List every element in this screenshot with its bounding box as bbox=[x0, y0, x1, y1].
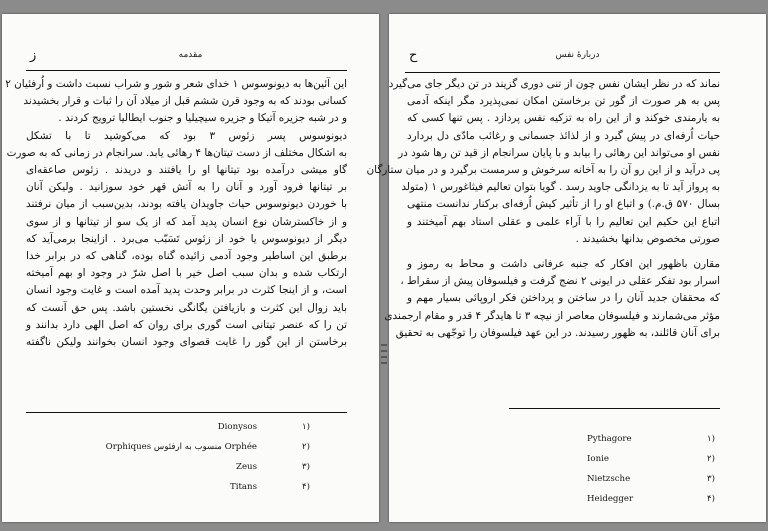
footnote-number: ۴) bbox=[707, 494, 715, 504]
footnote-text: Orphiques منسوب به ارفئوس Orphée bbox=[105, 442, 257, 452]
text-line: برای آنان قائلند، به ظهور رسیدند. در این عهد فیلسوفان را توجّهی به تحقیق bbox=[395, 326, 720, 339]
text-line: مؤثر می‌شمارند و فیلسوفان معاصر از نیچه ۳ تا هایدگر ۴ قدر و مقام ارجمندی bbox=[384, 309, 720, 322]
footnote-text: Nietzsche bbox=[587, 474, 631, 484]
footnote bbox=[2, 462, 379, 482]
footnote bbox=[2, 482, 379, 502]
body-text bbox=[366, 76, 720, 342]
right-page bbox=[366, 14, 766, 522]
page-header bbox=[2, 48, 379, 68]
footnote bbox=[2, 442, 379, 462]
footnote-number: ۳) bbox=[707, 474, 715, 484]
text-line: بسال ۵۷۰ ق.م.) و اتباع او را از تأثیر کیش اُرفه‌ای برکنار ندانست منتهی bbox=[407, 198, 720, 211]
text-line: نفس او می‌تواند این رهائی را بیابد و با پایان سرانجام از قید تن رها شود در bbox=[398, 146, 720, 159]
text-line: و در شبه جزیره آتیکا و جزیره سیچیلیا و جنوب ایطالیا ترویج کردند . bbox=[58, 112, 347, 125]
text-line: برخاستن از این گور را غایت قصوای وجود انسان بخوانند ولیکن ناگفته bbox=[26, 336, 347, 349]
text-line: پی درآید و از این رو آن را به آخانه سرخوش و سرمست برگیرد و در میان ستارگان bbox=[366, 164, 720, 177]
text-line: به پرواز آید تا به یزدانگی جاوید رسد . گویا بتوان تعالیم فیثاغورس ۱ (متولد bbox=[401, 181, 720, 194]
text-line: اتباع این حکیم این تعالیم را با آراء علمی و عقلی استاد بهم آمیختند و bbox=[407, 215, 720, 228]
footnote-text: Pythagore bbox=[587, 434, 632, 444]
page-number: ح bbox=[409, 48, 418, 63]
footnote bbox=[389, 434, 766, 454]
text-line: گاو میشی درآمده بود تیتانها او را یافتند و دریدند . زئوس صاعقه‌ای bbox=[26, 164, 347, 177]
text-line: باید زوال این کثرت و بازیافتن یگانگی نخستین باشد. پس حق آنست که bbox=[26, 301, 347, 314]
footnote bbox=[389, 494, 766, 514]
footnote-text: Zeus bbox=[235, 462, 257, 472]
paragraph-gap bbox=[407, 248, 720, 256]
text-line: به یارمندی خوکند و از این راه به تزکیه نفس پردازد . پس تنها کسی که bbox=[407, 112, 720, 125]
running-head: دربارهٔ نفس bbox=[555, 50, 600, 60]
footnote bbox=[2, 422, 379, 442]
text-line: مقارن باظهور این افکار که جنبه عرفانی داشت و محاط به رموز و bbox=[407, 258, 720, 271]
text-line: تن را که عنصر تیتانی است گوری برای روان که اصل الهی دارد بدانند و bbox=[26, 318, 347, 331]
footnotes bbox=[2, 422, 379, 502]
footnote-text: Titans bbox=[229, 482, 257, 492]
left-page bbox=[2, 14, 379, 522]
footnote bbox=[389, 454, 766, 474]
footnote-number: ۱) bbox=[707, 434, 715, 444]
text-line: که محققان جدید آنان را در ساختن و پرداختن فکر اروپائی بسیار مهم و bbox=[407, 292, 720, 305]
footnotes bbox=[389, 434, 766, 514]
text-line: این آئین‌ها به دیونوسوس ۱ خدای شعر و شور و شراب نسبت داشت و اُرفئیان ۲ bbox=[5, 78, 347, 90]
header-rule bbox=[405, 72, 720, 73]
page-header bbox=[389, 48, 766, 68]
footnote-number: ۲) bbox=[707, 454, 715, 464]
text-line: نماند که در نظر ایشان نفس چون از تنی دوری گزیند در تن دیگر جای می‌گیرد bbox=[388, 78, 720, 90]
text-line: ارتکاب شده و بدان سبب اصل خیر با اصل شرّ در وجود او بهم آمیخته bbox=[26, 267, 347, 280]
footnote-number: ۳) bbox=[302, 462, 310, 472]
footnote-rule bbox=[509, 408, 720, 409]
footnote-number: ۲) bbox=[302, 442, 310, 452]
text-line: به اشکال مختلف از دست تیتان‌ها ۴ رهائی یابد. سرانجام در زمانی که به صورت bbox=[6, 146, 347, 159]
footnote-text: Dionysos bbox=[217, 422, 257, 432]
footnote-number: ۱) bbox=[302, 422, 310, 432]
text-line: صورتی مخصوص بدانها بخشیدند . bbox=[575, 232, 720, 245]
text-line: است، و از اینجا کثرت در برابر وحدت پدید آمده است و غایت وجود انسان bbox=[26, 284, 347, 297]
gutter-marks bbox=[380, 340, 388, 380]
running-head: مقدمه bbox=[178, 50, 203, 60]
footnote bbox=[389, 474, 766, 494]
text-line: اسرار بود تفکر عقلی در ایونی ۲ نضج گرفت و فیلسوفان پیش از سقراط ، bbox=[400, 275, 720, 288]
text-line: دیونوسوس پسر زئوس ۳ بود که می‌کوشید تا با تشکل bbox=[26, 129, 347, 142]
text-line: با خوردن دیونوسوس حیات جاویدان یافته بودند، بدین‌سبب از میان نرفتند bbox=[26, 198, 347, 211]
footnote-number: ۴) bbox=[302, 482, 310, 492]
header-rule bbox=[26, 70, 347, 71]
footnote-text: Ionie bbox=[587, 454, 609, 464]
footnote-text: Heidegger bbox=[587, 494, 634, 504]
text-line: دیگر از دیونوسوس یا خود از زئوس تَسَبّب می‌برد . ازاینجا برمی‌آید که bbox=[26, 232, 347, 245]
text-line: و از خاکسترشان نوع انسان پدید آمد که از یک سو از تیتانها و از سوی bbox=[26, 215, 347, 228]
text-line: بر تیتانها فرود آورد و آنان را به آتش قهر خود سوزانید . ولیکن آنان bbox=[26, 181, 347, 194]
text-line: حیات اُرفه‌ای در پیش گیرد و از لذائذ جسمانی و رغائب مادّی دل بردارد bbox=[407, 129, 720, 142]
footnote-rule bbox=[26, 412, 347, 413]
body-text bbox=[5, 76, 347, 351]
text-line: کسانی بودند که به وجود قرن ششم قبل از میلاد آن را ثبات و قرار بخشیدند bbox=[23, 95, 347, 108]
page-number: ز bbox=[30, 48, 37, 63]
text-line: پس به هر صورت از گور تن برخاستن امکان نمی‌پذیرد مگر اینکه آدمی bbox=[407, 95, 720, 108]
text-line: برطبق این اساطیر وجود آدمی زائیده گناه بوده، گناهی که در برابر خدا bbox=[26, 250, 347, 263]
